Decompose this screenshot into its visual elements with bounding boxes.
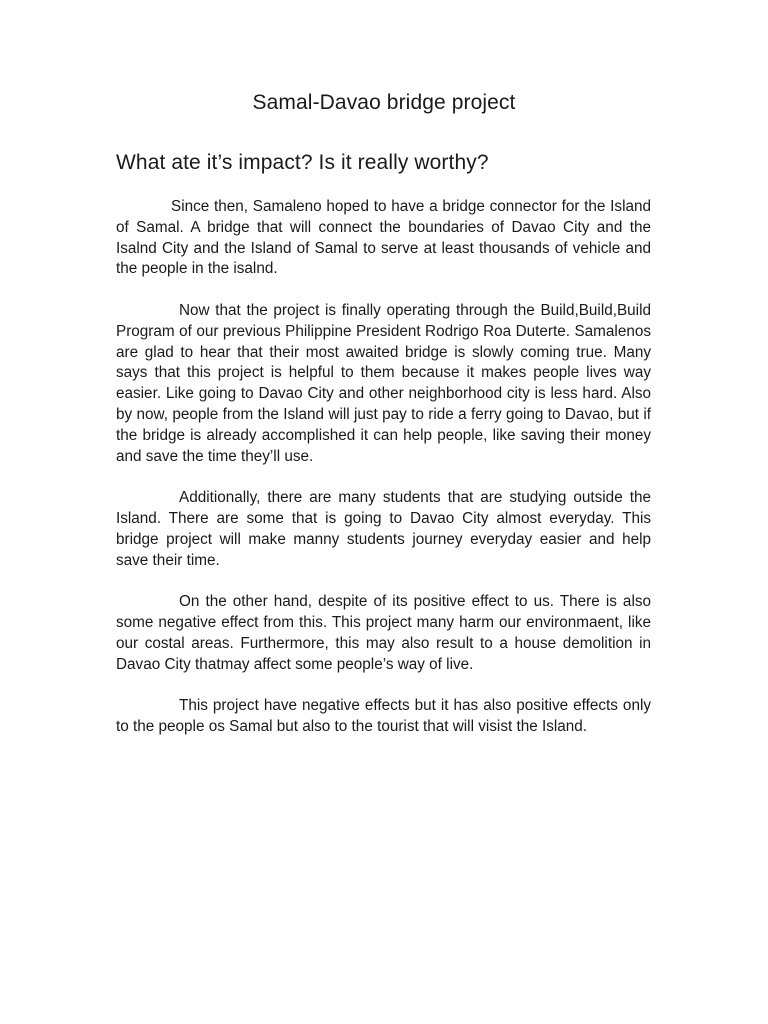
paragraph-negative-effects: On the other hand, despite of its positive effect to us. There is also some negative effect from this. This project many harm our environmaent, like our costal areas. Furthermore, this may also result to a house demolition in Davao City thatmay affect some people’s way of live. — [116, 593, 651, 673]
paragraph-students: Additionally, there are many students that are studying outside the Island. There are some that is going to Davao City almost everyday. This bridge project will make manny students journey everyday easier and help save their time. — [116, 489, 651, 569]
document-subtitle: What ate it’s impact? Is it really worthy? — [116, 151, 489, 174]
document-body — [116, 197, 651, 759]
paragraph-conclusion: This project have negative effects but it has also positive effects only to the people os Samal but also to the tourist that will visist the Island. — [116, 697, 651, 735]
paragraph-intro: Since then, Samaleno hoped to have a bridge connector for the Island of Samal. A bridge that will connect the boundaries of Davao City and the Isalnd City and the Island of Samal to serve at least thousands of vehicle and the people in the isalnd. — [116, 198, 651, 278]
document-title: Samal-Davao bridge project — [252, 91, 516, 114]
paragraph-project-operating: Now that the project is finally operating through the Build,Build,Build Program of our previous Philippine President Rodrigo Roa Duterte. Samalenos are glad to hear that their most awaited bridge is slowly coming true. Many says that this project is helpful to them because it makes people lives way easier. Like going to Davao City and other neighborhood city is less hard. Also by now, people from the Island will just pay to ride a ferry going to Davao, but if the bridge is already accomplished it can help people, like saving their money and save the time they’ll use. — [116, 301, 651, 465]
